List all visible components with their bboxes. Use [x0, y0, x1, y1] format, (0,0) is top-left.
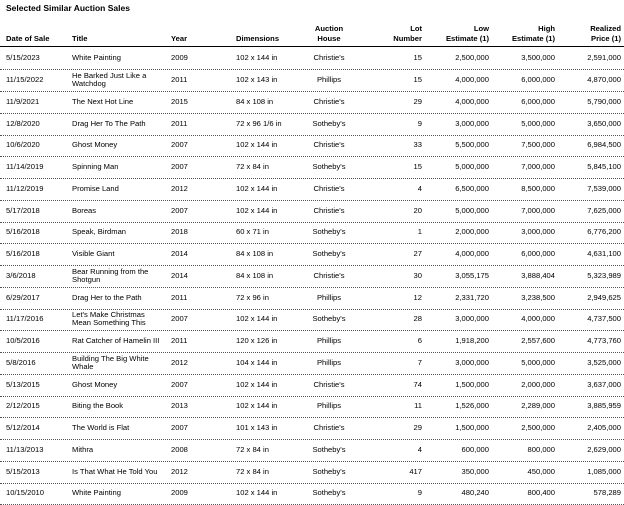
table-row	[0, 222, 624, 245]
cell-high: 3,888,404	[498, 265, 555, 287]
cell-year: 2009	[171, 483, 211, 505]
table-row	[0, 461, 624, 484]
cell-date: 5/12/2014	[6, 417, 66, 439]
cell-year: 2013	[171, 396, 211, 418]
table-row	[0, 156, 624, 179]
cell-title: Speak, Birdman	[72, 222, 162, 244]
cell-dimensions: 72 x 84 in	[236, 461, 316, 483]
cell-high: 8,500,000	[498, 178, 555, 200]
table-header	[0, 17, 624, 47]
cell-low: 4,000,000	[430, 243, 489, 265]
cell-high: 6,000,000	[498, 91, 555, 113]
cell-high: 2,289,000	[498, 396, 555, 418]
cell-date: 6/29/2017	[6, 287, 66, 309]
cell-dimensions: 72 x 84 in	[236, 439, 316, 461]
cell-price: 5,323,989	[560, 265, 621, 287]
table-row	[0, 200, 624, 223]
cell-high: 4,000,000	[498, 309, 555, 331]
cell-high: 7,000,000	[498, 156, 555, 178]
cell-high: 6,000,000	[498, 243, 555, 265]
cell-low: 1,500,000	[430, 374, 489, 396]
cell-low: 1,526,000	[430, 396, 489, 418]
cell-year: 2007	[171, 309, 211, 331]
cell-date: 5/17/2018	[6, 200, 66, 222]
cell-low: 1,500,000	[430, 417, 489, 439]
cell-title: Ghost Money	[72, 135, 162, 157]
cell-title: The World is Flat	[72, 417, 162, 439]
cell-high: 3,000,000	[498, 222, 555, 244]
cell-year: 2007	[171, 417, 211, 439]
cell-dimensions: 102 x 144 in	[236, 309, 316, 331]
cell-house: Sotheby's	[300, 243, 358, 265]
cell-price: 7,625,000	[560, 200, 621, 222]
table-row	[0, 374, 624, 397]
cell-price: 4,870,000	[560, 69, 621, 91]
cell-high: 800,000	[498, 439, 555, 461]
header-low-line: Estimate (1)	[430, 34, 489, 44]
cell-lot: 20	[370, 200, 422, 222]
header-high	[498, 24, 555, 44]
cell-year: 2012	[171, 461, 211, 483]
cell-low: 4,000,000	[430, 91, 489, 113]
cell-price: 2,629,000	[560, 439, 621, 461]
cell-lot: 4	[370, 178, 422, 200]
cell-low: 5,500,000	[430, 135, 489, 157]
cell-date: 5/16/2018	[6, 222, 66, 244]
cell-lot: 6	[370, 330, 422, 352]
cell-lot: 28	[370, 309, 422, 331]
cell-lot: 29	[370, 91, 422, 113]
cell-title: Spinning Man	[72, 156, 162, 178]
cell-title: Drag Her To The Path	[72, 113, 162, 135]
cell-date: 5/16/2018	[6, 243, 66, 265]
cell-house: Christie's	[300, 48, 358, 70]
cell-high: 2,000,000	[498, 374, 555, 396]
cell-price: 3,885,959	[560, 396, 621, 418]
cell-lot: 417	[370, 461, 422, 483]
cell-price: 4,737,500	[560, 309, 621, 331]
header-date-line: Date of Sale	[6, 34, 66, 44]
cell-title: Is That What He Told You	[72, 461, 162, 483]
cell-date: 11/13/2013	[6, 439, 66, 461]
cell-date: 11/9/2021	[6, 91, 66, 113]
cell-lot: 30	[370, 265, 422, 287]
cell-date: 10/15/2010	[6, 483, 66, 505]
table-row	[0, 69, 624, 92]
cell-house: Sotheby's	[300, 461, 358, 483]
cell-low: 600,000	[430, 439, 489, 461]
cell-dimensions: 102 x 144 in	[236, 200, 316, 222]
cell-dimensions: 120 x 126 in	[236, 330, 316, 352]
cell-house: Christie's	[300, 178, 358, 200]
cell-high: 450,000	[498, 461, 555, 483]
table-row	[0, 91, 624, 114]
cell-house: Christie's	[300, 135, 358, 157]
cell-title: Drag Her to the Path	[72, 287, 162, 309]
cell-low: 1,918,200	[430, 330, 489, 352]
header-high-line: High	[498, 24, 555, 34]
cell-high: 2,500,000	[498, 417, 555, 439]
table-row	[0, 243, 624, 266]
table-row	[0, 309, 624, 332]
page-title: Selected Similar Auction Sales	[6, 3, 130, 13]
header-date	[6, 34, 66, 44]
cell-year: 2012	[171, 178, 211, 200]
cell-dimensions: 102 x 143 in	[236, 69, 316, 91]
cell-house: Sotheby's	[300, 156, 358, 178]
cell-house: Sotheby's	[300, 309, 358, 331]
cell-price: 5,845,100	[560, 156, 621, 178]
cell-title: White Painting	[72, 48, 162, 70]
cell-high: 800,400	[498, 483, 555, 505]
cell-title: He Barked Just Like a Watchdog	[72, 69, 162, 91]
cell-date: 10/5/2016	[6, 330, 66, 352]
cell-lot: 9	[370, 483, 422, 505]
cell-date: 5/15/2013	[6, 461, 66, 483]
cell-high: 3,238,500	[498, 287, 555, 309]
cell-lot: 7	[370, 352, 422, 374]
header-house-line: House	[300, 34, 358, 44]
header-price	[560, 24, 621, 44]
cell-house: Phillips	[300, 352, 358, 374]
cell-house: Christie's	[300, 374, 358, 396]
cell-title: The Next Hot Line	[72, 91, 162, 113]
cell-price: 2,405,000	[560, 417, 621, 439]
cell-dimensions: 84 x 108 in	[236, 91, 316, 113]
cell-price: 578,289	[560, 483, 621, 505]
header-low	[430, 24, 489, 44]
cell-lot: 27	[370, 243, 422, 265]
cell-low: 6,500,000	[430, 178, 489, 200]
cell-lot: 15	[370, 69, 422, 91]
cell-house: Phillips	[300, 69, 358, 91]
header-lot	[370, 24, 422, 44]
cell-low: 3,055,175	[430, 265, 489, 287]
cell-high: 5,000,000	[498, 352, 555, 374]
cell-dimensions: 84 x 108 in	[236, 243, 316, 265]
cell-year: 2007	[171, 200, 211, 222]
cell-house: Phillips	[300, 330, 358, 352]
table-row	[0, 352, 624, 375]
cell-lot: 12	[370, 287, 422, 309]
cell-date: 12/8/2020	[6, 113, 66, 135]
cell-dimensions: 72 x 96 1/6 in	[236, 113, 316, 135]
cell-date: 10/6/2020	[6, 135, 66, 157]
cell-dimensions: 102 x 144 in	[236, 374, 316, 396]
cell-date: 5/13/2015	[6, 374, 66, 396]
cell-year: 2011	[171, 113, 211, 135]
cell-date: 2/12/2015	[6, 396, 66, 418]
cell-date: 11/12/2019	[6, 178, 66, 200]
cell-year: 2011	[171, 330, 211, 352]
table-row	[0, 330, 624, 353]
cell-title: Boreas	[72, 200, 162, 222]
cell-year: 2009	[171, 48, 211, 70]
cell-dimensions: 102 x 144 in	[236, 483, 316, 505]
cell-year: 2011	[171, 69, 211, 91]
cell-year: 2011	[171, 287, 211, 309]
header-high-line: Estimate (1)	[498, 34, 555, 44]
header-dimensions-line: Dimensions	[236, 34, 316, 44]
cell-dimensions: 60 x 71 in	[236, 222, 316, 244]
cell-lot: 9	[370, 113, 422, 135]
cell-price: 2,949,625	[560, 287, 621, 309]
cell-year: 2014	[171, 243, 211, 265]
cell-price: 3,637,000	[560, 374, 621, 396]
header-house-line: Auction	[300, 24, 358, 34]
cell-lot: 11	[370, 396, 422, 418]
cell-low: 3,000,000	[430, 352, 489, 374]
cell-lot: 29	[370, 417, 422, 439]
cell-high: 5,000,000	[498, 113, 555, 135]
cell-title: Visible Giant	[72, 243, 162, 265]
cell-low: 480,240	[430, 483, 489, 505]
cell-title: Building The Big White Whale	[72, 352, 162, 374]
table-row	[0, 178, 624, 201]
cell-price: 5,790,000	[560, 91, 621, 113]
cell-dimensions: 102 x 144 in	[236, 178, 316, 200]
cell-high: 6,000,000	[498, 69, 555, 91]
cell-high: 3,500,000	[498, 48, 555, 70]
table-row	[0, 48, 624, 71]
cell-title: Promise Land	[72, 178, 162, 200]
cell-title: Biting the Book	[72, 396, 162, 418]
cell-price: 4,773,760	[560, 330, 621, 352]
cell-lot: 33	[370, 135, 422, 157]
cell-dimensions: 102 x 144 in	[236, 396, 316, 418]
cell-dimensions: 101 x 143 in	[236, 417, 316, 439]
cell-house: Phillips	[300, 287, 358, 309]
cell-title: Let's Make Christmas Mean Something This	[72, 309, 162, 331]
cell-price: 3,525,000	[560, 352, 621, 374]
cell-year: 2008	[171, 439, 211, 461]
header-title-line: Title	[72, 34, 162, 44]
cell-lot: 74	[370, 374, 422, 396]
cell-lot: 4	[370, 439, 422, 461]
table-row	[0, 113, 624, 136]
cell-house: Christie's	[300, 91, 358, 113]
cell-title: White Painting	[72, 483, 162, 505]
cell-dimensions: 104 x 144 in	[236, 352, 316, 374]
cell-low: 3,000,000	[430, 309, 489, 331]
cell-dimensions: 102 x 144 in	[236, 135, 316, 157]
cell-year: 2007	[171, 156, 211, 178]
cell-title: Bear Running from the Shotgun	[72, 265, 162, 287]
cell-year: 2015	[171, 91, 211, 113]
cell-year: 2012	[171, 352, 211, 374]
cell-price: 6,984,500	[560, 135, 621, 157]
table-row	[0, 396, 624, 419]
cell-low: 2,000,000	[430, 222, 489, 244]
cell-title: Rat Catcher of Hamelin III	[72, 330, 162, 352]
cell-low: 2,331,720	[430, 287, 489, 309]
cell-date: 11/14/2019	[6, 156, 66, 178]
table-row	[0, 265, 624, 288]
cell-price: 7,539,000	[560, 178, 621, 200]
cell-date: 5/8/2016	[6, 352, 66, 374]
cell-house: Sotheby's	[300, 222, 358, 244]
cell-price: 4,631,100	[560, 243, 621, 265]
header-lot-line: Lot	[370, 24, 422, 34]
header-low-line: Low	[430, 24, 489, 34]
cell-date: 3/6/2018	[6, 265, 66, 287]
table-row	[0, 135, 624, 158]
cell-low: 5,000,000	[430, 156, 489, 178]
cell-title: Mithra	[72, 439, 162, 461]
cell-date: 11/17/2016	[6, 309, 66, 331]
cell-price: 2,591,000	[560, 48, 621, 70]
cell-lot: 15	[370, 156, 422, 178]
cell-low: 5,000,000	[430, 200, 489, 222]
cell-title: Ghost Money	[72, 374, 162, 396]
cell-date: 5/15/2023	[6, 48, 66, 70]
cell-house: Sotheby's	[300, 113, 358, 135]
cell-low: 350,000	[430, 461, 489, 483]
table-row	[0, 483, 624, 505]
cell-price: 6,776,200	[560, 222, 621, 244]
cell-year: 2018	[171, 222, 211, 244]
cell-house: Phillips	[300, 396, 358, 418]
cell-low: 3,000,000	[430, 113, 489, 135]
cell-low: 4,000,000	[430, 69, 489, 91]
cell-price: 3,650,000	[560, 113, 621, 135]
cell-house: Christie's	[300, 265, 358, 287]
cell-price: 1,085,000	[560, 461, 621, 483]
cell-dimensions: 102 x 144 in	[236, 48, 316, 70]
cell-lot: 15	[370, 48, 422, 70]
cell-high: 7,000,000	[498, 200, 555, 222]
cell-date: 11/15/2022	[6, 69, 66, 91]
table-row	[0, 439, 624, 462]
header-year	[171, 34, 211, 44]
header-price-line: Realized	[560, 24, 621, 34]
header-house	[300, 24, 358, 44]
cell-house: Sotheby's	[300, 439, 358, 461]
cell-year: 2007	[171, 135, 211, 157]
cell-low: 2,500,000	[430, 48, 489, 70]
cell-dimensions: 84 x 108 in	[236, 265, 316, 287]
header-year-line: Year	[171, 34, 211, 44]
table-row	[0, 417, 624, 440]
header-lot-line: Number	[370, 34, 422, 44]
cell-year: 2014	[171, 265, 211, 287]
cell-lot: 1	[370, 222, 422, 244]
cell-year: 2007	[171, 374, 211, 396]
cell-house: Christie's	[300, 417, 358, 439]
table-row	[0, 287, 624, 310]
cell-high: 2,557,600	[498, 330, 555, 352]
header-title	[72, 34, 162, 44]
header-price-line: Price (1)	[560, 34, 621, 44]
cell-dimensions: 72 x 84 in	[236, 156, 316, 178]
cell-high: 7,500,000	[498, 135, 555, 157]
cell-house: Sotheby's	[300, 483, 358, 505]
cell-dimensions: 72 x 96 in	[236, 287, 316, 309]
cell-house: Christie's	[300, 200, 358, 222]
